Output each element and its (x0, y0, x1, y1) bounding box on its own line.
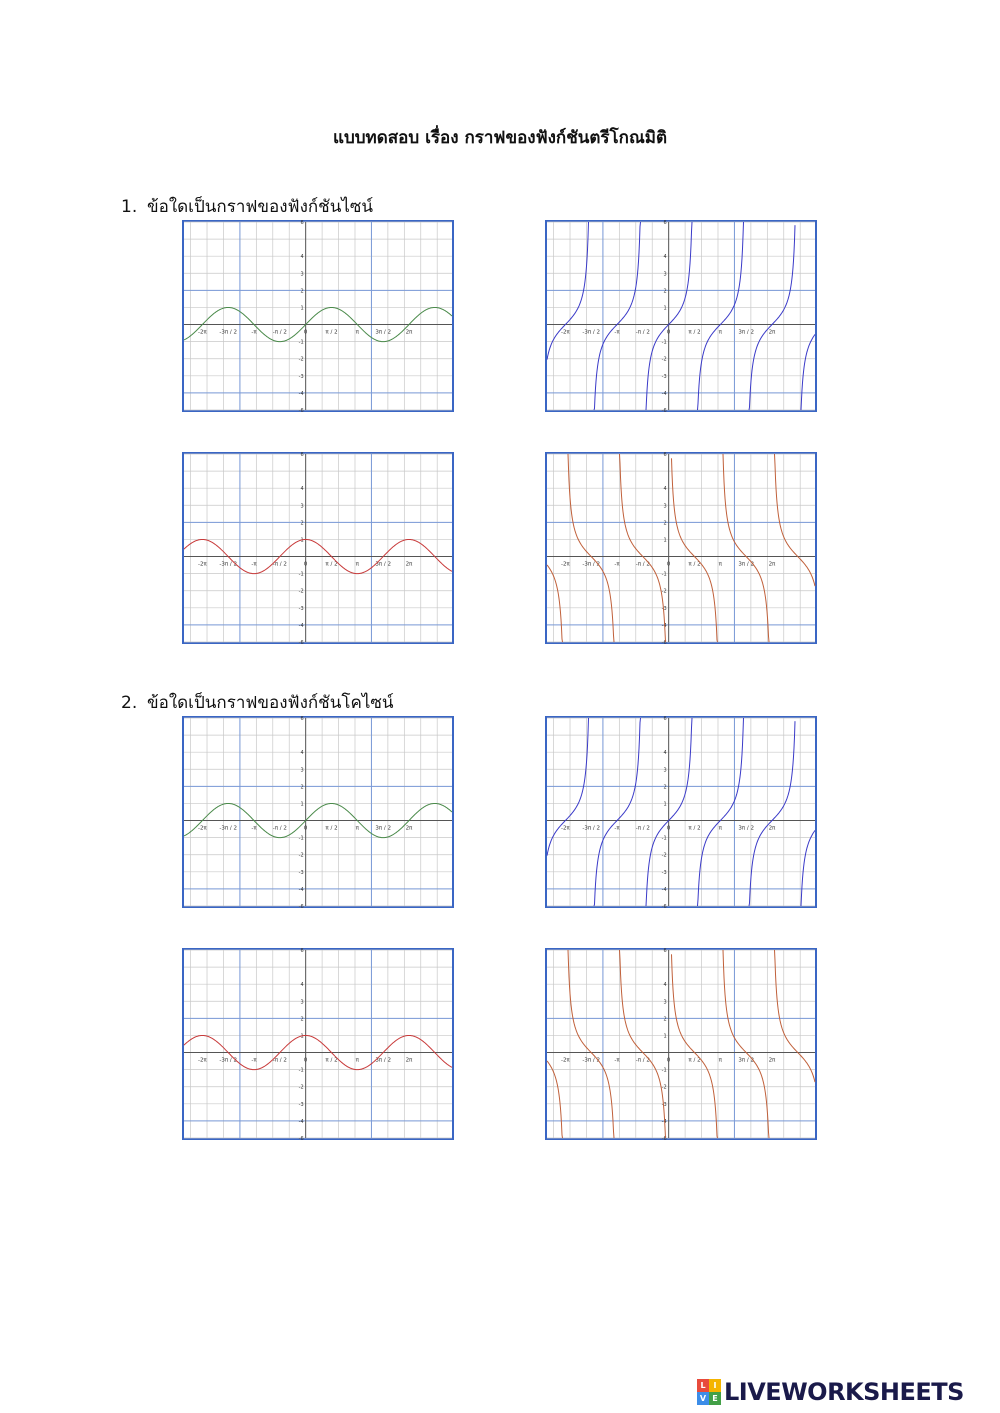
x-tick-label: -π / 2 (635, 825, 650, 832)
y-tick-label: -4 (298, 622, 304, 629)
x-tick-label: -2π (560, 825, 570, 832)
y-tick-label: 4 (300, 750, 304, 757)
y-tick-label: -1 (661, 571, 667, 578)
x-tick-label: 2π (405, 1057, 413, 1064)
y-tick-label: -2 (661, 852, 667, 859)
question-text: ข้อใดเป็นกราฟของฟังก์ชันโคไซน์ (147, 693, 394, 713)
y-tick-label: 3 (300, 271, 304, 278)
y-tick-label: -6 (661, 408, 667, 414)
graph-plot (184, 452, 452, 646)
y-tick-label: -6 (661, 1136, 667, 1142)
y-tick-label: 1 (663, 801, 667, 808)
q2-option-cosine-graph[interactable] (182, 948, 454, 1140)
x-tick-label: π / 2 (688, 561, 701, 568)
y-tick-label: 6 (663, 452, 667, 458)
y-tick-label: 2 (300, 1016, 304, 1023)
y-tick-label: -4 (298, 886, 304, 893)
y-tick-label: -1 (298, 1067, 304, 1074)
x-tick-label: π / 2 (325, 329, 338, 336)
question-1 (121, 193, 373, 220)
y-tick-label: 2 (300, 784, 304, 791)
y-tick-label: 1 (300, 537, 304, 544)
x-tick-label: π / 2 (325, 1057, 338, 1064)
x-tick-label: 2π (405, 825, 413, 832)
y-tick-label: 1 (663, 305, 667, 312)
y-tick-label: 3 (300, 503, 304, 510)
x-tick-label: π (355, 329, 359, 336)
question-number: 1. (121, 197, 138, 217)
graph-plot (547, 452, 815, 646)
y-tick-label: -3 (298, 605, 304, 612)
y-tick-label: -2 (298, 356, 304, 363)
graph-plot (184, 948, 452, 1142)
x-tick-label: -π / 2 (635, 1057, 650, 1064)
x-tick-label: 3π / 2 (738, 561, 754, 568)
y-tick-label: 2 (300, 288, 304, 295)
y-tick-label: -4 (298, 1118, 304, 1125)
y-tick-label: -3 (298, 869, 304, 876)
y-tick-label: -4 (661, 622, 667, 629)
y-tick-label: -6 (298, 904, 304, 910)
y-tick-label: 1 (300, 1033, 304, 1040)
graph-plot (547, 220, 815, 414)
x-tick-label: -π (251, 825, 257, 832)
x-tick-label: 3π / 2 (375, 825, 391, 832)
y-tick-label: -3 (661, 605, 667, 612)
y-tick-label: -1 (298, 571, 304, 578)
x-tick-label: π / 2 (325, 561, 338, 568)
y-tick-label: -3 (661, 373, 667, 380)
logo-letter: L (697, 1379, 709, 1392)
y-tick-label: -2 (661, 356, 667, 363)
x-tick-label: 3π / 2 (375, 1057, 391, 1064)
x-tick-label: 0 (666, 1057, 671, 1064)
x-tick-label: 0 (666, 561, 671, 568)
q1-option-cotangent-graph[interactable] (545, 452, 817, 644)
y-tick-label: 3 (663, 999, 667, 1006)
x-tick-label: 0 (666, 825, 671, 832)
y-tick-label: 6 (300, 220, 304, 226)
logo-mark-icon (697, 1379, 721, 1405)
y-tick-label: -6 (298, 1136, 304, 1142)
x-tick-label: π (718, 561, 722, 568)
y-tick-label: 3 (663, 767, 667, 774)
q2-option-tangent-graph[interactable] (545, 716, 817, 908)
x-tick-label: -2π (560, 1057, 570, 1064)
x-tick-label: -2π (197, 329, 207, 336)
x-tick-label: 2π (768, 1057, 776, 1064)
x-tick-label: -3π / 2 (582, 825, 601, 832)
y-tick-label: -6 (298, 640, 304, 646)
y-tick-label: 4 (300, 982, 304, 989)
x-tick-label: -3π / 2 (582, 1057, 601, 1064)
question-number: 2. (121, 693, 138, 713)
y-tick-label: -3 (298, 1101, 304, 1108)
x-tick-label: -2π (560, 561, 570, 568)
y-tick-label: 1 (663, 537, 667, 544)
y-tick-label: 3 (300, 767, 304, 774)
y-tick-label: -3 (298, 373, 304, 380)
y-tick-label: 3 (300, 999, 304, 1006)
y-tick-label: -4 (661, 886, 667, 893)
y-tick-label: 2 (663, 288, 667, 295)
x-tick-label: -3π / 2 (582, 329, 601, 336)
brand-name: LIVEWORKSHEETS (724, 1378, 964, 1406)
q2-option-sine-graph[interactable] (182, 716, 454, 908)
curve-cot (547, 950, 815, 1138)
y-tick-label: -6 (661, 904, 667, 910)
x-tick-label: π (355, 825, 359, 832)
x-tick-label: 2π (768, 329, 776, 336)
curve-tan (547, 222, 815, 410)
y-tick-label: -4 (298, 390, 304, 397)
y-tick-label: -1 (661, 1067, 667, 1074)
y-tick-label: 6 (300, 716, 304, 722)
y-tick-label: 2 (300, 520, 304, 527)
x-tick-label: -2π (560, 329, 570, 336)
x-tick-label: -π / 2 (635, 561, 650, 568)
y-tick-label: -4 (661, 390, 667, 397)
y-tick-label: 4 (663, 750, 667, 757)
y-tick-label: -4 (661, 1118, 667, 1125)
x-tick-label: -3π / 2 (219, 561, 238, 568)
y-tick-label: 2 (663, 1016, 667, 1023)
y-tick-label: 4 (663, 982, 667, 989)
logo-letter: I (709, 1379, 721, 1392)
graph-plot (547, 716, 815, 910)
y-tick-label: -3 (661, 1101, 667, 1108)
x-tick-label: 0 (303, 329, 308, 336)
y-tick-label: 1 (663, 1033, 667, 1040)
x-tick-label: -π (614, 329, 620, 336)
x-tick-label: -3π / 2 (219, 329, 238, 336)
y-tick-label: 6 (300, 948, 304, 954)
x-tick-label: -π (614, 825, 620, 832)
graph-plot (184, 220, 452, 414)
x-tick-label: 2π (768, 561, 776, 568)
y-tick-label: 6 (663, 716, 667, 722)
y-tick-label: 2 (663, 784, 667, 791)
x-tick-label: 2π (405, 561, 413, 568)
x-tick-label: 2π (768, 825, 776, 832)
x-tick-label: π / 2 (688, 1057, 701, 1064)
y-tick-label: -2 (661, 588, 667, 595)
liveworksheets-logo (697, 1377, 992, 1407)
y-tick-label: -6 (298, 408, 304, 414)
curve-cot (547, 454, 815, 642)
y-tick-label: 4 (663, 486, 667, 493)
x-tick-label: -3π / 2 (582, 561, 601, 568)
x-tick-label: -π / 2 (272, 561, 287, 568)
x-tick-label: π (718, 329, 722, 336)
y-tick-label: 3 (663, 271, 667, 278)
y-tick-label: 4 (300, 486, 304, 493)
y-tick-label: 2 (663, 520, 667, 527)
logo-letter: E (709, 1392, 721, 1405)
x-tick-label: π (355, 561, 359, 568)
y-tick-label: 4 (663, 254, 667, 261)
x-tick-label: 3π / 2 (738, 1057, 754, 1064)
y-tick-label: -6 (661, 640, 667, 646)
q1-option-cosine-graph[interactable] (182, 452, 454, 644)
y-tick-label: -1 (298, 339, 304, 346)
y-tick-label: -3 (661, 869, 667, 876)
x-tick-label: π (718, 825, 722, 832)
x-tick-label: π / 2 (688, 329, 701, 336)
x-tick-label: -2π (197, 561, 207, 568)
y-tick-label: 6 (300, 452, 304, 458)
y-tick-label: 4 (300, 254, 304, 261)
x-tick-label: -π / 2 (272, 329, 287, 336)
x-tick-label: -2π (197, 825, 207, 832)
y-tick-label: 1 (300, 305, 304, 312)
y-tick-label: 6 (663, 220, 667, 226)
y-tick-label: 1 (300, 801, 304, 808)
x-tick-label: -3π / 2 (219, 1057, 238, 1064)
logo-letter: V (697, 1392, 709, 1405)
x-tick-label: -π / 2 (272, 1057, 287, 1064)
y-tick-label: -2 (298, 588, 304, 595)
x-tick-label: -2π (197, 1057, 207, 1064)
x-tick-label: -π / 2 (635, 329, 650, 336)
x-tick-label: π / 2 (688, 825, 701, 832)
x-tick-label: 2π (405, 329, 413, 336)
y-tick-label: -1 (661, 339, 667, 346)
x-tick-label: π / 2 (325, 825, 338, 832)
x-tick-label: 0 (666, 329, 671, 336)
x-tick-label: -π (614, 561, 620, 568)
x-tick-label: π (718, 1057, 722, 1064)
x-tick-label: -π (251, 1057, 257, 1064)
curve-tan (547, 718, 815, 906)
q2-option-cotangent-graph[interactable] (545, 948, 817, 1140)
x-tick-label: -π (614, 1057, 620, 1064)
x-tick-label: 3π / 2 (738, 825, 754, 832)
q1-option-tangent-graph[interactable] (545, 220, 817, 412)
question-text: ข้อใดเป็นกราฟของฟังก์ชันไซน์ (147, 197, 374, 217)
y-tick-label: -2 (661, 1084, 667, 1091)
y-tick-label: -2 (298, 1084, 304, 1091)
x-tick-label: π (355, 1057, 359, 1064)
graph-plot (547, 948, 815, 1142)
x-tick-label: -π (251, 329, 257, 336)
graph-plot (184, 716, 452, 910)
x-tick-label: -3π / 2 (219, 825, 238, 832)
x-tick-label: 0 (303, 825, 308, 832)
page-title: แบบทดสอบ เรื่อง กราฟของฟังก์ชันตรีโกณมิติ (333, 128, 667, 148)
x-tick-label: 3π / 2 (738, 329, 754, 336)
question-2 (121, 689, 394, 716)
y-tick-label: -1 (298, 835, 304, 842)
x-tick-label: -π / 2 (272, 825, 287, 832)
y-tick-label: -2 (298, 852, 304, 859)
q1-option-sine-graph[interactable] (182, 220, 454, 412)
x-tick-label: 0 (303, 561, 308, 568)
x-tick-label: -π (251, 561, 257, 568)
x-tick-label: 3π / 2 (375, 329, 391, 336)
x-tick-label: 0 (303, 1057, 308, 1064)
y-tick-label: 3 (663, 503, 667, 510)
y-tick-label: -1 (661, 835, 667, 842)
x-tick-label: 3π / 2 (375, 561, 391, 568)
y-tick-label: 6 (663, 948, 667, 954)
